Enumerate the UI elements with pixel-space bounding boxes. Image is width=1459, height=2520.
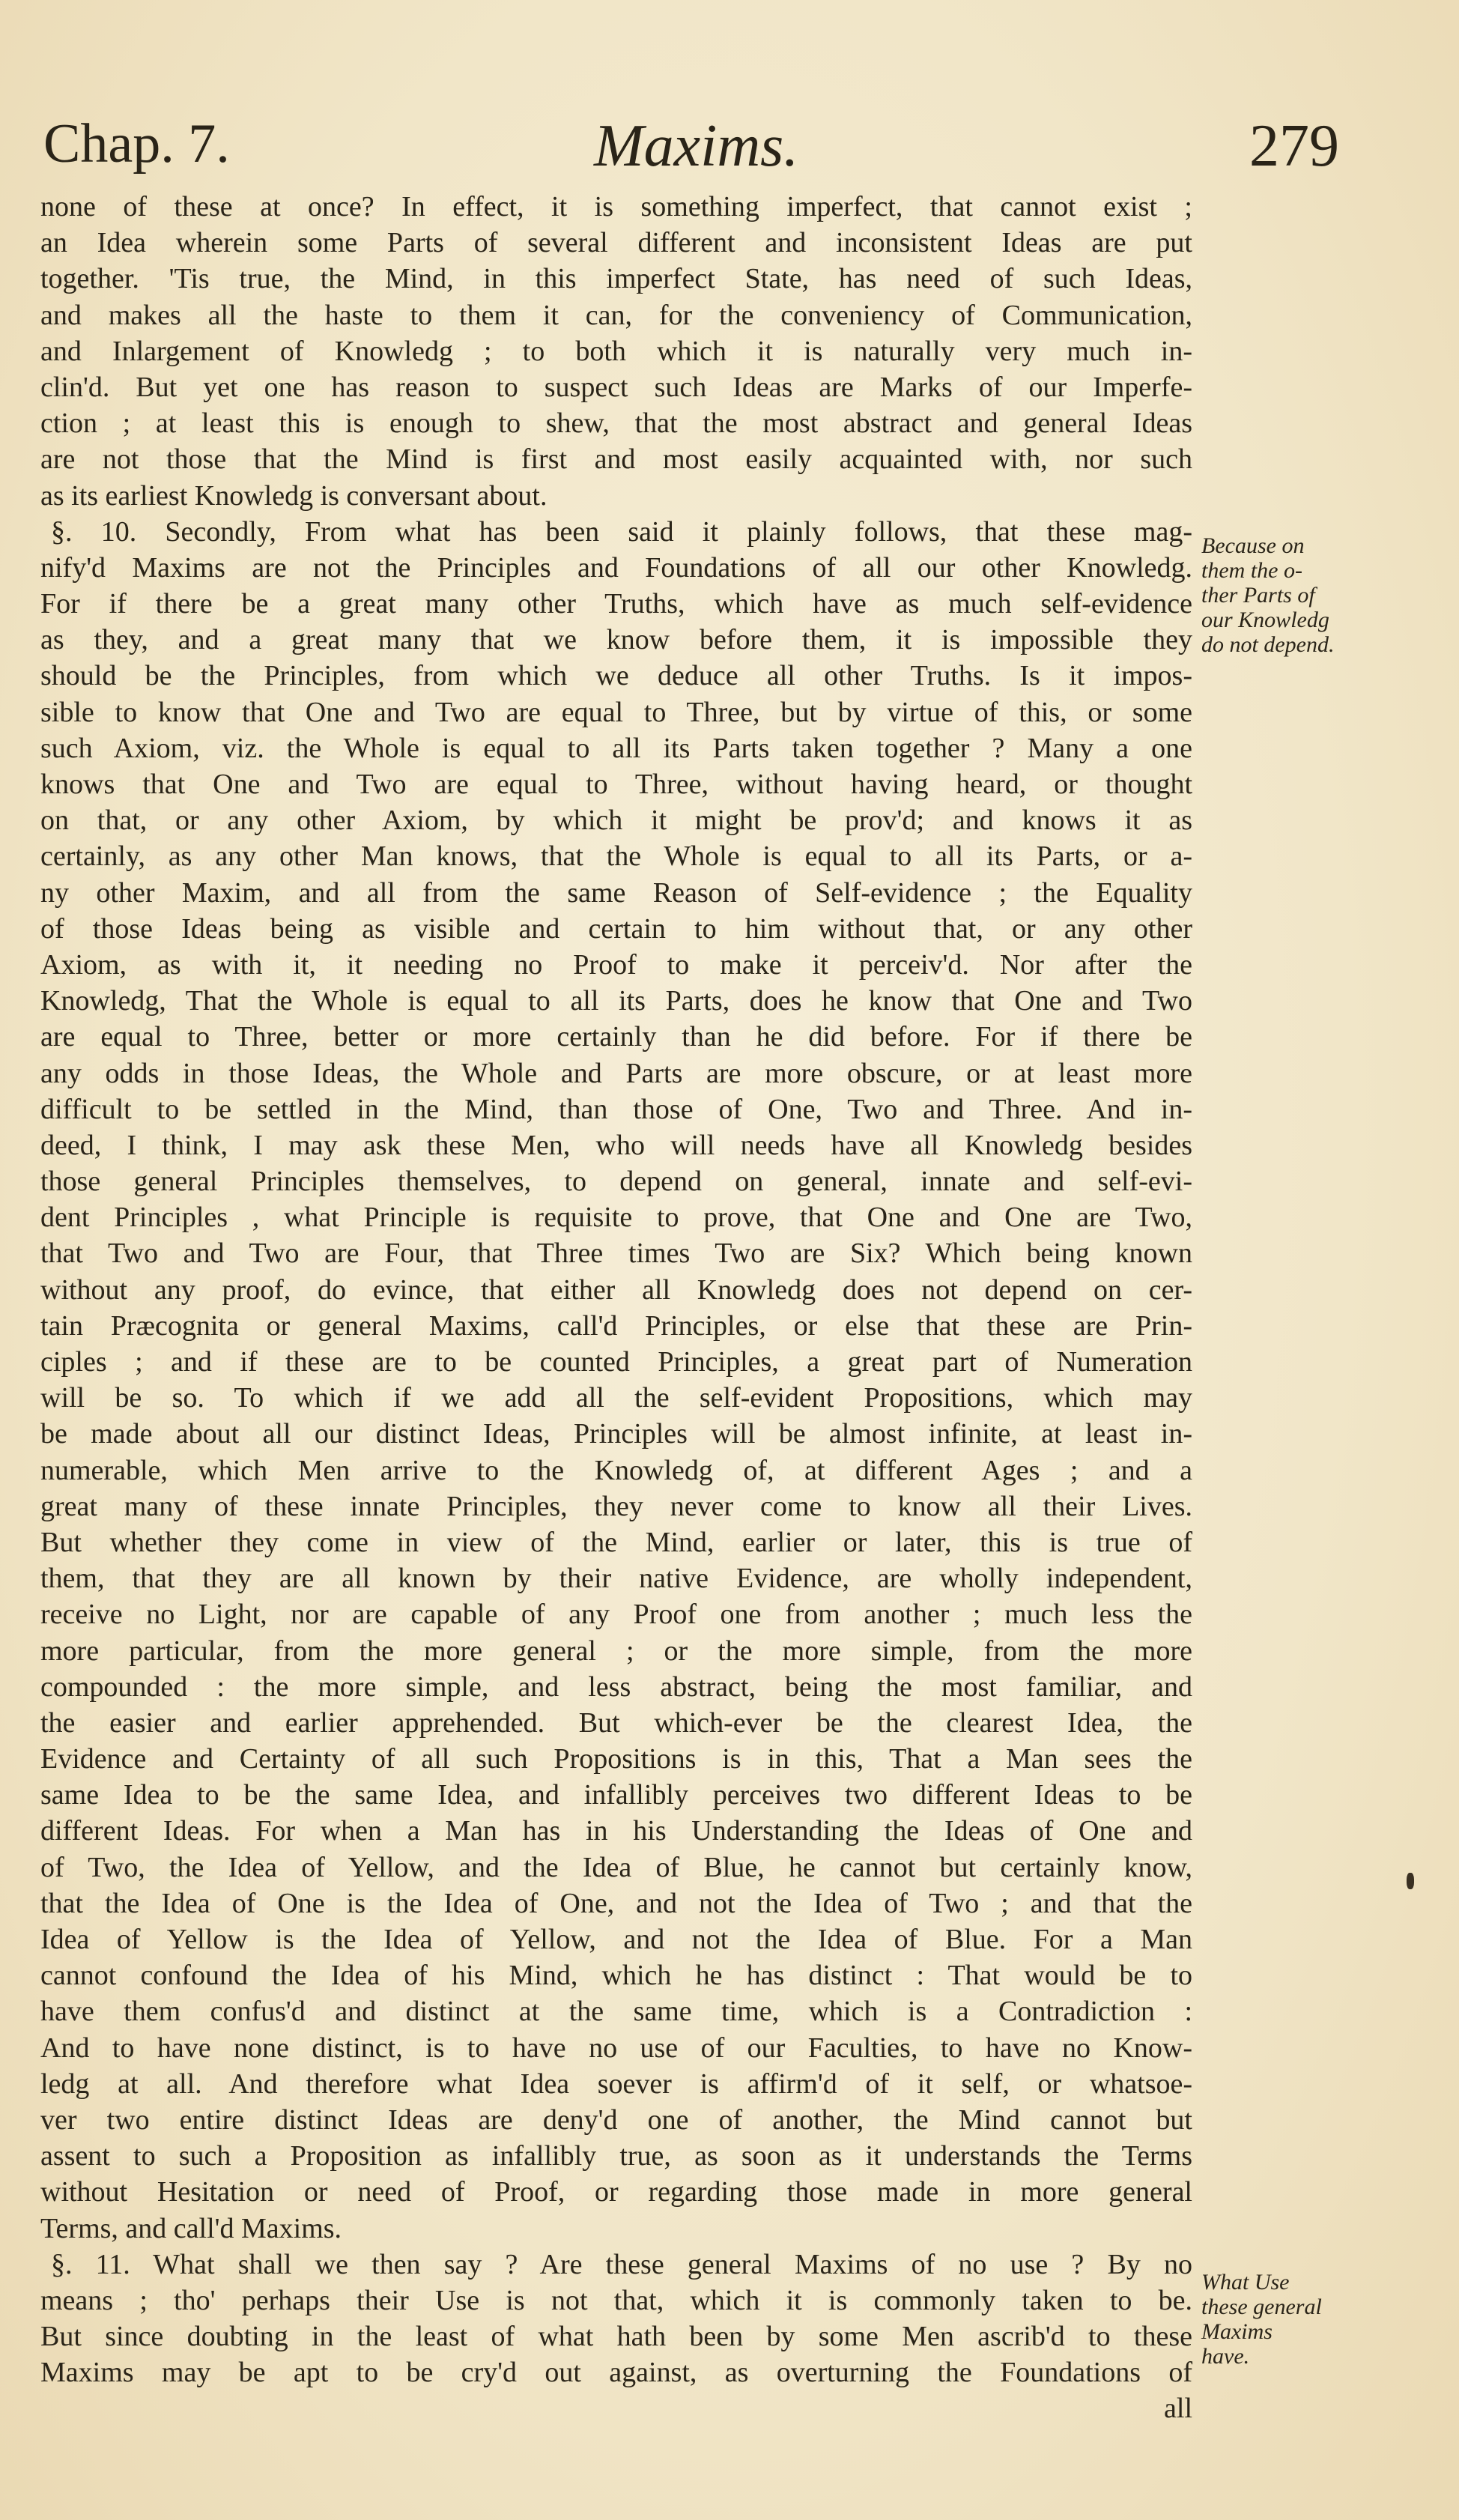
text-line: are equal to Three, better or more certainly than he did before. For if there be <box>40 1021 1192 1053</box>
margin-note-line: Maxims <box>1201 2319 1273 2344</box>
margin-note-what-use <box>1201 2270 1426 2369</box>
ink-smudge <box>1407 1873 1414 1889</box>
text-line: deed, I think, I may ask these Men, who will needs have all Knowledg besides <box>40 1129 1192 1161</box>
text-line: of those Ideas being as visible and certain to him without that, or any other <box>40 912 1192 945</box>
margin-note-line: have. <box>1201 2344 1250 2369</box>
text-line: Evidence and Certainty of all such Propositions is in this, That a Man sees the <box>40 1743 1192 1775</box>
text-line: without any proof, do evince, that either all Knowledg does not depend on cer- <box>40 1273 1192 1306</box>
text-line: Idea of Yellow is the Idea of Yellow, and not the Idea of Blue. For a Man <box>40 1924 1192 1955</box>
running-title: Maxims. <box>594 113 799 179</box>
text-line: different Ideas. For when a Man has in his Understanding the Ideas of One and <box>40 1815 1192 1847</box>
text-line: none of these at once? In effect, it is something imperfect, that cannot exist ; <box>40 191 1192 222</box>
margin-note-line: What Use <box>1201 2270 1290 2295</box>
text-line: of Two, the Idea of Yellow, and the Idea of Blue, he cannot but certainly know, <box>40 1851 1192 1883</box>
text-line: same Idea to be the same Idea, and infallibly perceives two different Ideas to be <box>40 1779 1192 1811</box>
text-line: Knowledg, That the Whole is equal to all its Parts, does he know that One and Two <box>40 985 1192 1017</box>
margin-note-line: these general <box>1201 2295 1322 2319</box>
text-line: nify'd Maxims are not the Principles and Foundations of all our other Knowledg. <box>40 551 1192 584</box>
text-line: clin'd. But yet one has reason to suspect such Ideas are Marks of our Imperfe- <box>40 371 1192 403</box>
text-line: are not those that the Mind is first and most easily acquainted with, nor such <box>40 443 1192 476</box>
text-line: ciples ; and if these are to be counted Principles, a great part of Numeration <box>40 1346 1192 1378</box>
chapter-label: Chap. 7. <box>43 113 230 175</box>
margin-note-line: do not depend. <box>1201 632 1335 657</box>
margin-note-line: our Knowledg <box>1201 608 1329 632</box>
text-line: without Hesitation or need of Proof, or regarding those made in more general <box>40 2176 1192 2208</box>
text-line: numerable, which Men arrive to the Knowledg of, at different Ages ; and a <box>40 1454 1192 1486</box>
text-line: receive no Light, nor are capable of any Proof one from another ; much less the <box>40 1599 1192 1631</box>
page-number: 279 <box>1249 113 1339 179</box>
text-line: as its earliest Knowledg is conversant about. <box>40 479 547 512</box>
text-line: dent Principles , what Principle is requisite to prove, that One and One are Two, <box>40 1202 1192 1234</box>
text-line: For if there be a great many other Truths, which have as much self-evidence <box>40 588 1192 620</box>
text-line: tain Præcognita or general Maxims, call'd Principles, or else that these are Prin- <box>40 1309 1192 1342</box>
text-line: certainly, as any other Man knows, that the Whole is equal to all its Parts, or a- <box>40 840 1192 873</box>
text-line: more particular, from the more general ; or the more simple, from the more <box>40 1635 1192 1667</box>
catchword: all <box>1164 2393 1192 2425</box>
margin-note-because <box>1201 533 1426 657</box>
text-line: such Axiom, viz. the Whole is equal to all its Parts taken together ? Many a one <box>40 732 1192 764</box>
text-line: on that, or any other Axiom, by which it might be prov'd; and knows it as <box>40 805 1192 837</box>
text-line: will be so. To which if we add all the self-evident Propositions, which may <box>40 1382 1192 1414</box>
text-line: Maxims may be apt to be cry'd out against, as overturning the Foundations of <box>40 2357 1192 2389</box>
text-line: assent to such a Proposition as infallibly true, as soon as it understands the Terms <box>40 2140 1192 2172</box>
text-line: those general Principles themselves, to depend on general, innate and self-evi- <box>40 1166 1192 1198</box>
text-line: But since doubting in the least of what hath been by some Men ascrib'd to these <box>40 2321 1192 2353</box>
text-line: Axiom, as with it, it needing no Proof to make it perceiv'd. Nor after the <box>40 948 1192 981</box>
text-line: together. 'Tis true, the Mind, in this imperfect State, has need of such Ideas, <box>40 263 1192 295</box>
text-line: as they, and a great many that we know before them, it is impossible they <box>40 624 1192 656</box>
text-line: difficult to be settled in the Mind, than those of One, Two and Three. And in- <box>40 1093 1192 1125</box>
text-line: and makes all the haste to them it can, for the conveniency of Communication, <box>40 299 1192 331</box>
text-line: have them confus'd and distinct at the same time, which is a Contradiction : <box>40 1996 1192 2028</box>
body-text <box>40 189 1192 2427</box>
text-line: §. 10. Secondly, From what has been said it plainly follows, that these mag- <box>51 515 1192 548</box>
text-line: should be the Principles, from which we deduce all other Truths. Is it impos- <box>40 660 1192 692</box>
text-line: that the Idea of One is the Idea of One, and not the Idea of Two ; and that the <box>40 1887 1192 1919</box>
text-line: and Inlargement of Knowledg ; to both which it is naturally very much in- <box>40 335 1192 367</box>
text-line: great many of these innate Principles, they never come to know all their Lives. <box>40 1490 1192 1522</box>
text-line: ver two entire distinct Ideas are deny'd one of another, the Mind cannot but <box>40 2103 1192 2136</box>
text-line: sible to know that One and Two are equal to Three, but by virtue of this, or some <box>40 696 1192 728</box>
text-line: an Idea wherein some Parts of several different and inconsistent Ideas are put <box>40 227 1192 259</box>
text-line: compounded : the more simple, and less abstract, being the most familiar, and <box>40 1671 1192 1703</box>
text-line: ledg at all. And therefore what Idea soever is affirm'd of it self, or whatsoe- <box>40 2068 1192 2100</box>
text-line: cannot confound the Idea of his Mind, which he has distinct : That would be to <box>40 1960 1192 1992</box>
text-line: And to have none distinct, is to have no use of our Faculties, to have no Know- <box>40 2032 1192 2064</box>
text-line: be made about all our distinct Ideas, Principles will be almost infinite, at least in- <box>40 1418 1192 1450</box>
text-line: But whether they come in view of the Mind, earlier or later, this is true of <box>40 1526 1192 1558</box>
text-line: §. 11. What shall we then say ? Are these general Maxims of no use ? By no <box>51 2248 1192 2280</box>
margin-note-line: ther Parts of <box>1201 583 1315 608</box>
text-line: the easier and earlier apprehended. But which-ever be the clearest Idea, the <box>40 1706 1192 1739</box>
text-line: any odds in those Ideas, the Whole and Parts are more obscure, or at least more <box>40 1057 1192 1089</box>
margin-note-line: them the o- <box>1201 558 1302 583</box>
text-line: that Two and Two are Four, that Three times Two are Six? Which being known <box>40 1238 1192 1270</box>
text-line: Terms, and call'd Maxims. <box>40 2212 342 2244</box>
text-line: ny other Maxim, and all from the same Reason of Self-evidence ; the Equality <box>40 876 1192 909</box>
text-line: ction ; at least this is enough to shew, that the most abstract and general Ideas <box>40 408 1192 440</box>
margin-note-line: Because on <box>1201 533 1305 558</box>
running-header <box>43 112 1339 195</box>
text-line: them, that they are all known by their native Evidence, are wholly independent, <box>40 1563 1192 1595</box>
text-line: knows that One and Two are equal to Three, without having heard, or thought <box>40 769 1192 800</box>
text-line: means ; tho' perhaps their Use is not that, which it is commonly taken to be. <box>40 2284 1192 2316</box>
